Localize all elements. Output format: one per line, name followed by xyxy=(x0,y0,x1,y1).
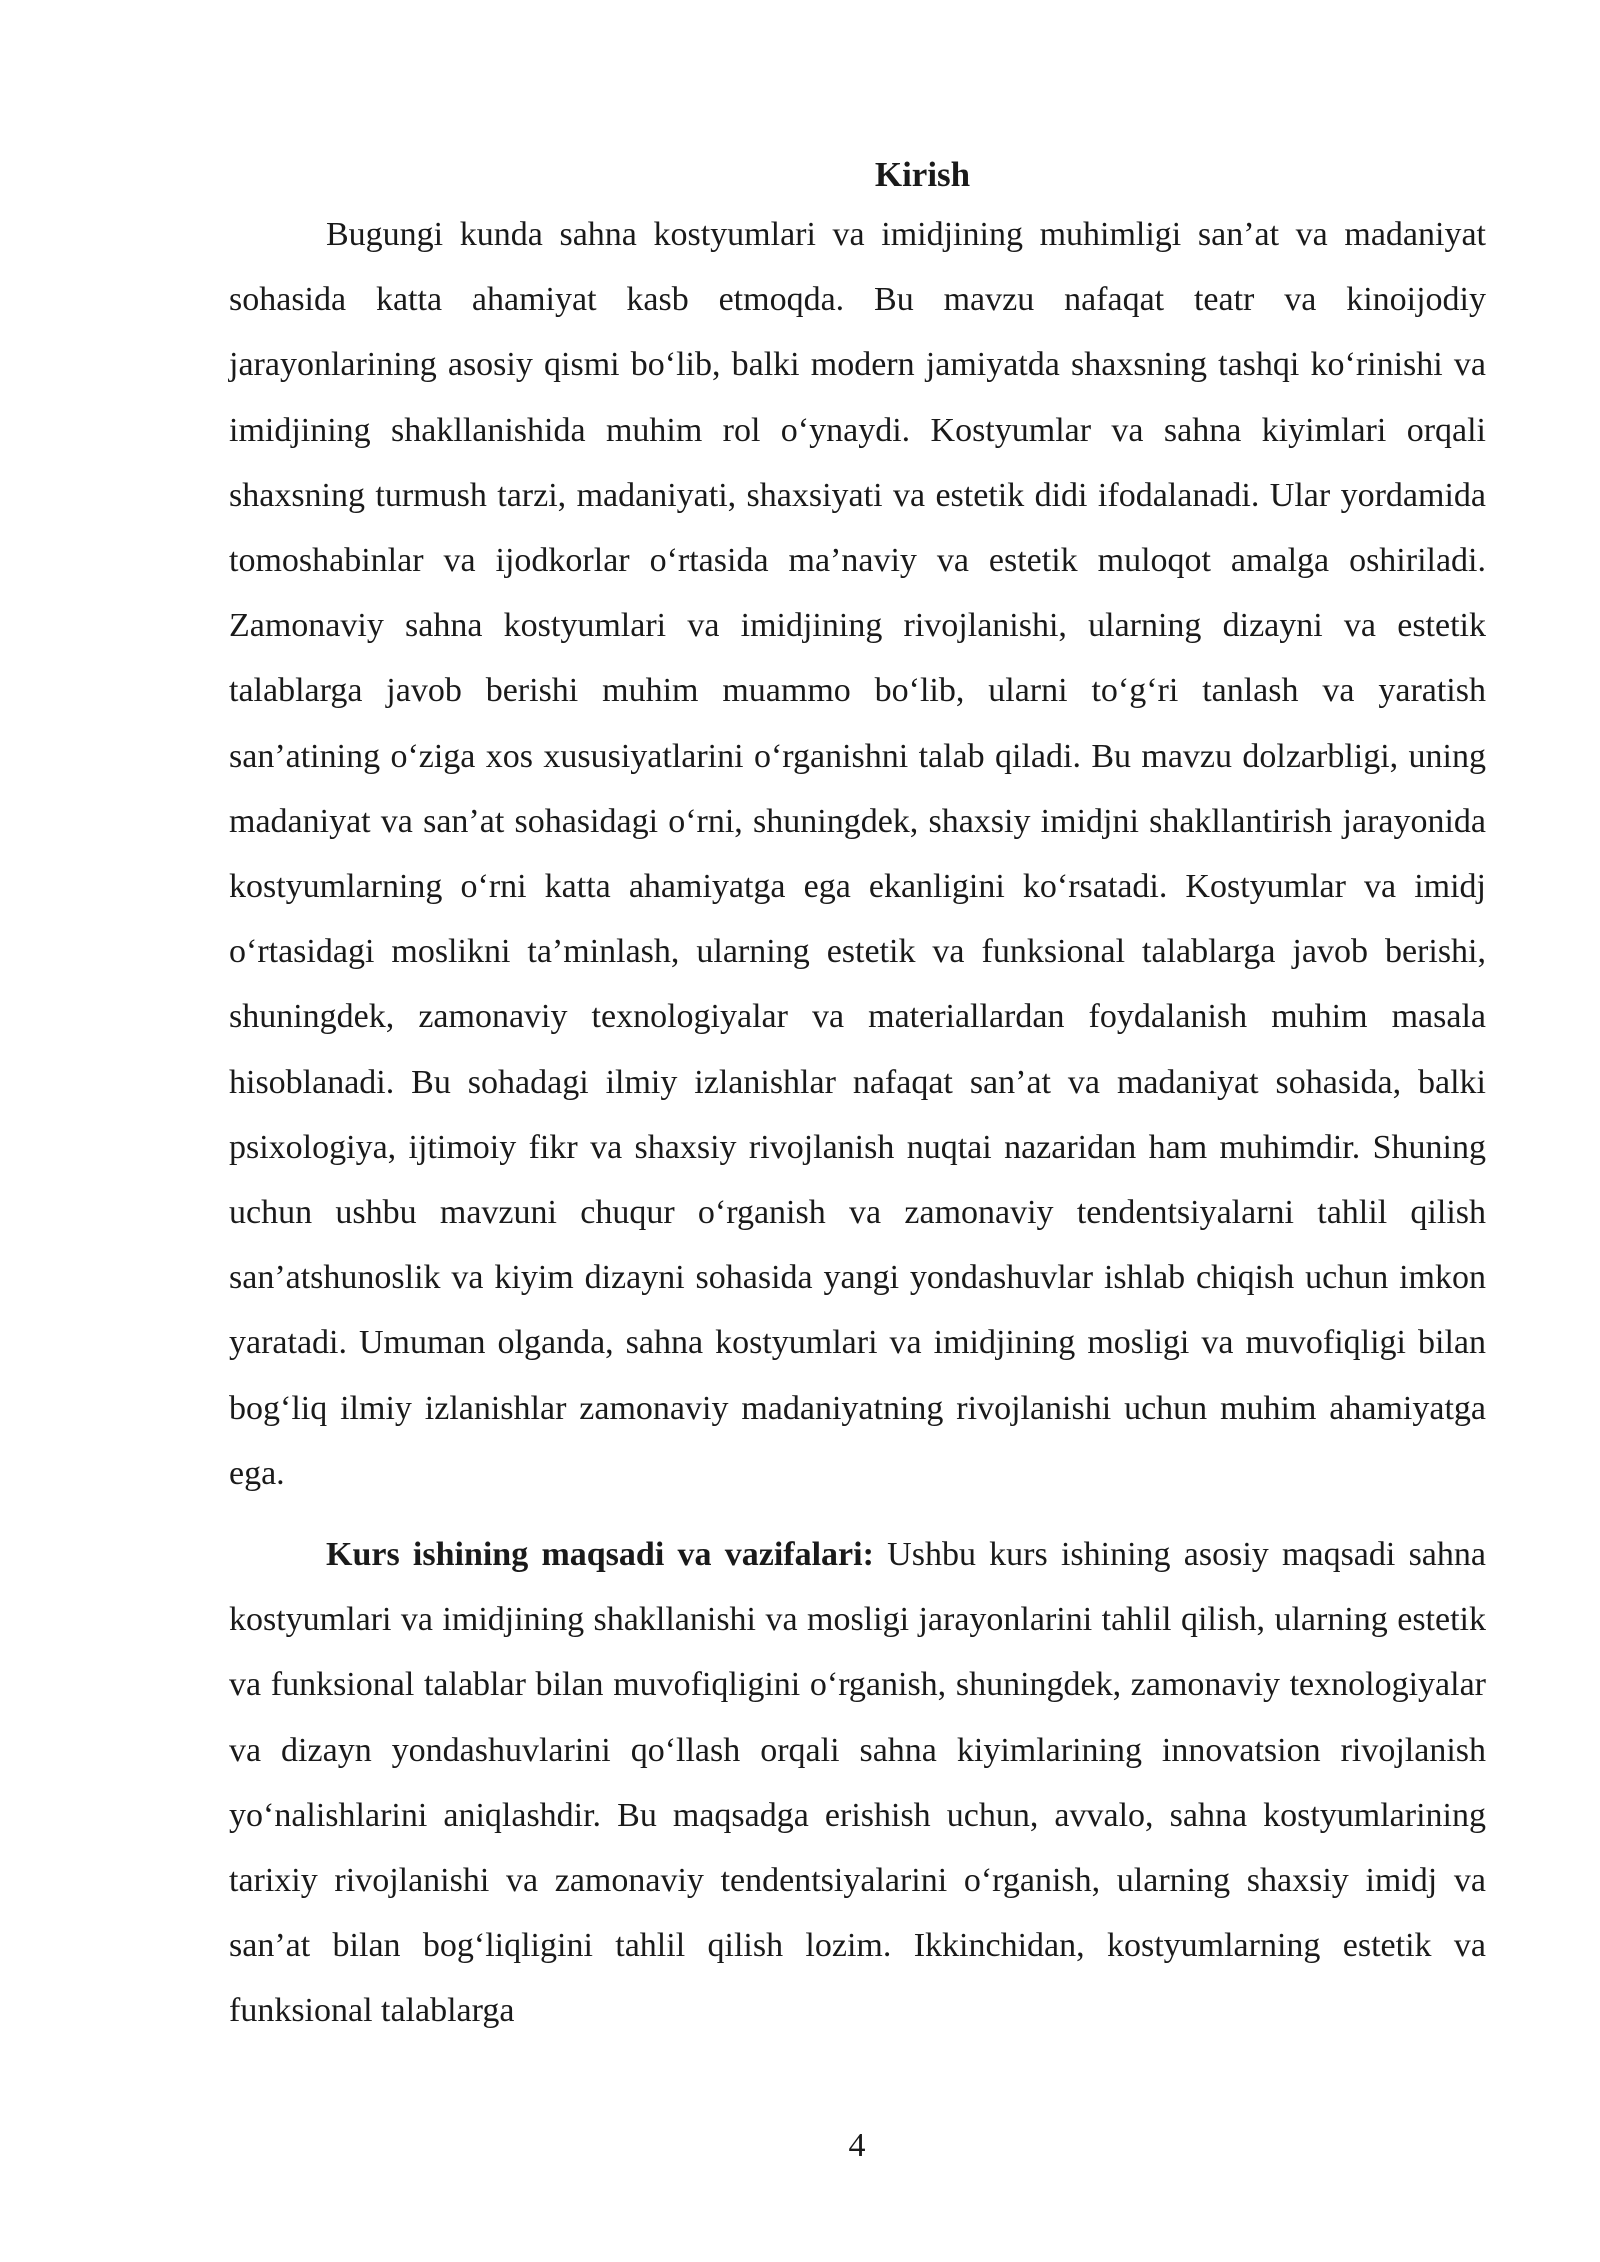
page-number: 4 xyxy=(848,2127,866,2164)
intro-paragraph xyxy=(229,202,1486,1506)
page-body xyxy=(229,148,1486,2044)
section-heading: Kirish xyxy=(874,155,971,194)
paragraph-text: Ushbu kurs ishining asosiy maqsadi sahna kostyumlari va imidjining shakllanishi va mosligi jarayonlarini tahlil qilish, ularning estetik va funksional talablar bilan muvofiqligini o‘rganish, shuningdek, zamonaviy texnologiyalar va dizayn yondashuvlarini qo‘llash orqali sahna kiyimlarining innovatsion rivojlanish yo‘nalishlarini aniqlashdir. Bu maqsadga erishish uchun, avvalo, sahna kostyumlarining tarixiy rivojlanishi va zamonaviy tendentsiyalarini o‘rganish, ularning shaxsiy imidj va san’at bilan bog‘liqligini tahlil qilish lozim. Ikkinchidan, kostyumlarning estetik va funksional talablarga xyxy=(229,1536,1486,2030)
goals-paragraph xyxy=(229,1522,1486,2044)
paragraph-text: Bugungi kunda sahna kostyumlari va imidjining muhimligi san’at va madaniyat sohasida katta ahamiyat kasb etmoqda. Bu mavzu nafaqat teatr va kinoijodiy jarayonlarining asosiy qismi bo‘lib, balki modern jamiyatda shaxsning tashqi ko‘rinishi va imidjining shakllanishida muhim rol o‘ynaydi. Kostyumlar va sahna kiyimlari orqali shaxsning turmush tarzi, madaniyati, shaxsiyati va estetik didi ifodalanadi. Ular yordamida tomoshabinlar va ijodkorlar o‘rtasida ma’naviy va estetik muloqot amalga oshiriladi. Zamonaviy sahna kostyumlari va imidjining rivojlanishi, ularning dizayni va estetik talablarga javob berishi muhim muammo bo‘lib, ularni to‘g‘ri tanlash va yaratish san’atining o‘ziga xos xususiyatlarini o‘rganishni talab qiladi. Bu mavzu dolzarbligi, uning madaniyat va san’at sohasidagi o‘rni, shuningdek, shaxsiy imidjni shakllantirish jarayonida kostyumlarning o‘rni katta ahamiyatga ega ekanligini ko‘rsatadi. Kostyumlar va imidj o‘rtasidagi moslikni ta’minlash, ularning estetik va funksional talablarga javob berishi, shuningdek, zamonaviy texnologiyalar va materiallardan foydalanish muhim masala hisoblanadi. Bu sohadagi ilmiy izlanishlar nafaqat san’at va madaniyat sohasida, balki psixologiya, ijtimoiy fikr va shaxsiy rivojlanish nuqtai nazaridan ham muhimdir. Shuning uchun ushbu mavzuni chuqur o‘rganish va zamonaviy tendentsiyalarni tahlil qilish san’atshunoslik va kiyim dizayni sohasida yangi yondashuvlar ishlab chiqish uchun imkon yaratadi. Umuman olganda, sahna kostyumlari va imidjining mosligi va muvofiqligi bilan bog‘liq ilmiy izlanishlar zamonaviy madaniyatning rivojlanishi uchun muhim ahamiyatga ega. xyxy=(229,216,1486,1492)
paragraph-lead: Kurs ishining maqsadi va vazifalari: xyxy=(326,1536,874,1574)
